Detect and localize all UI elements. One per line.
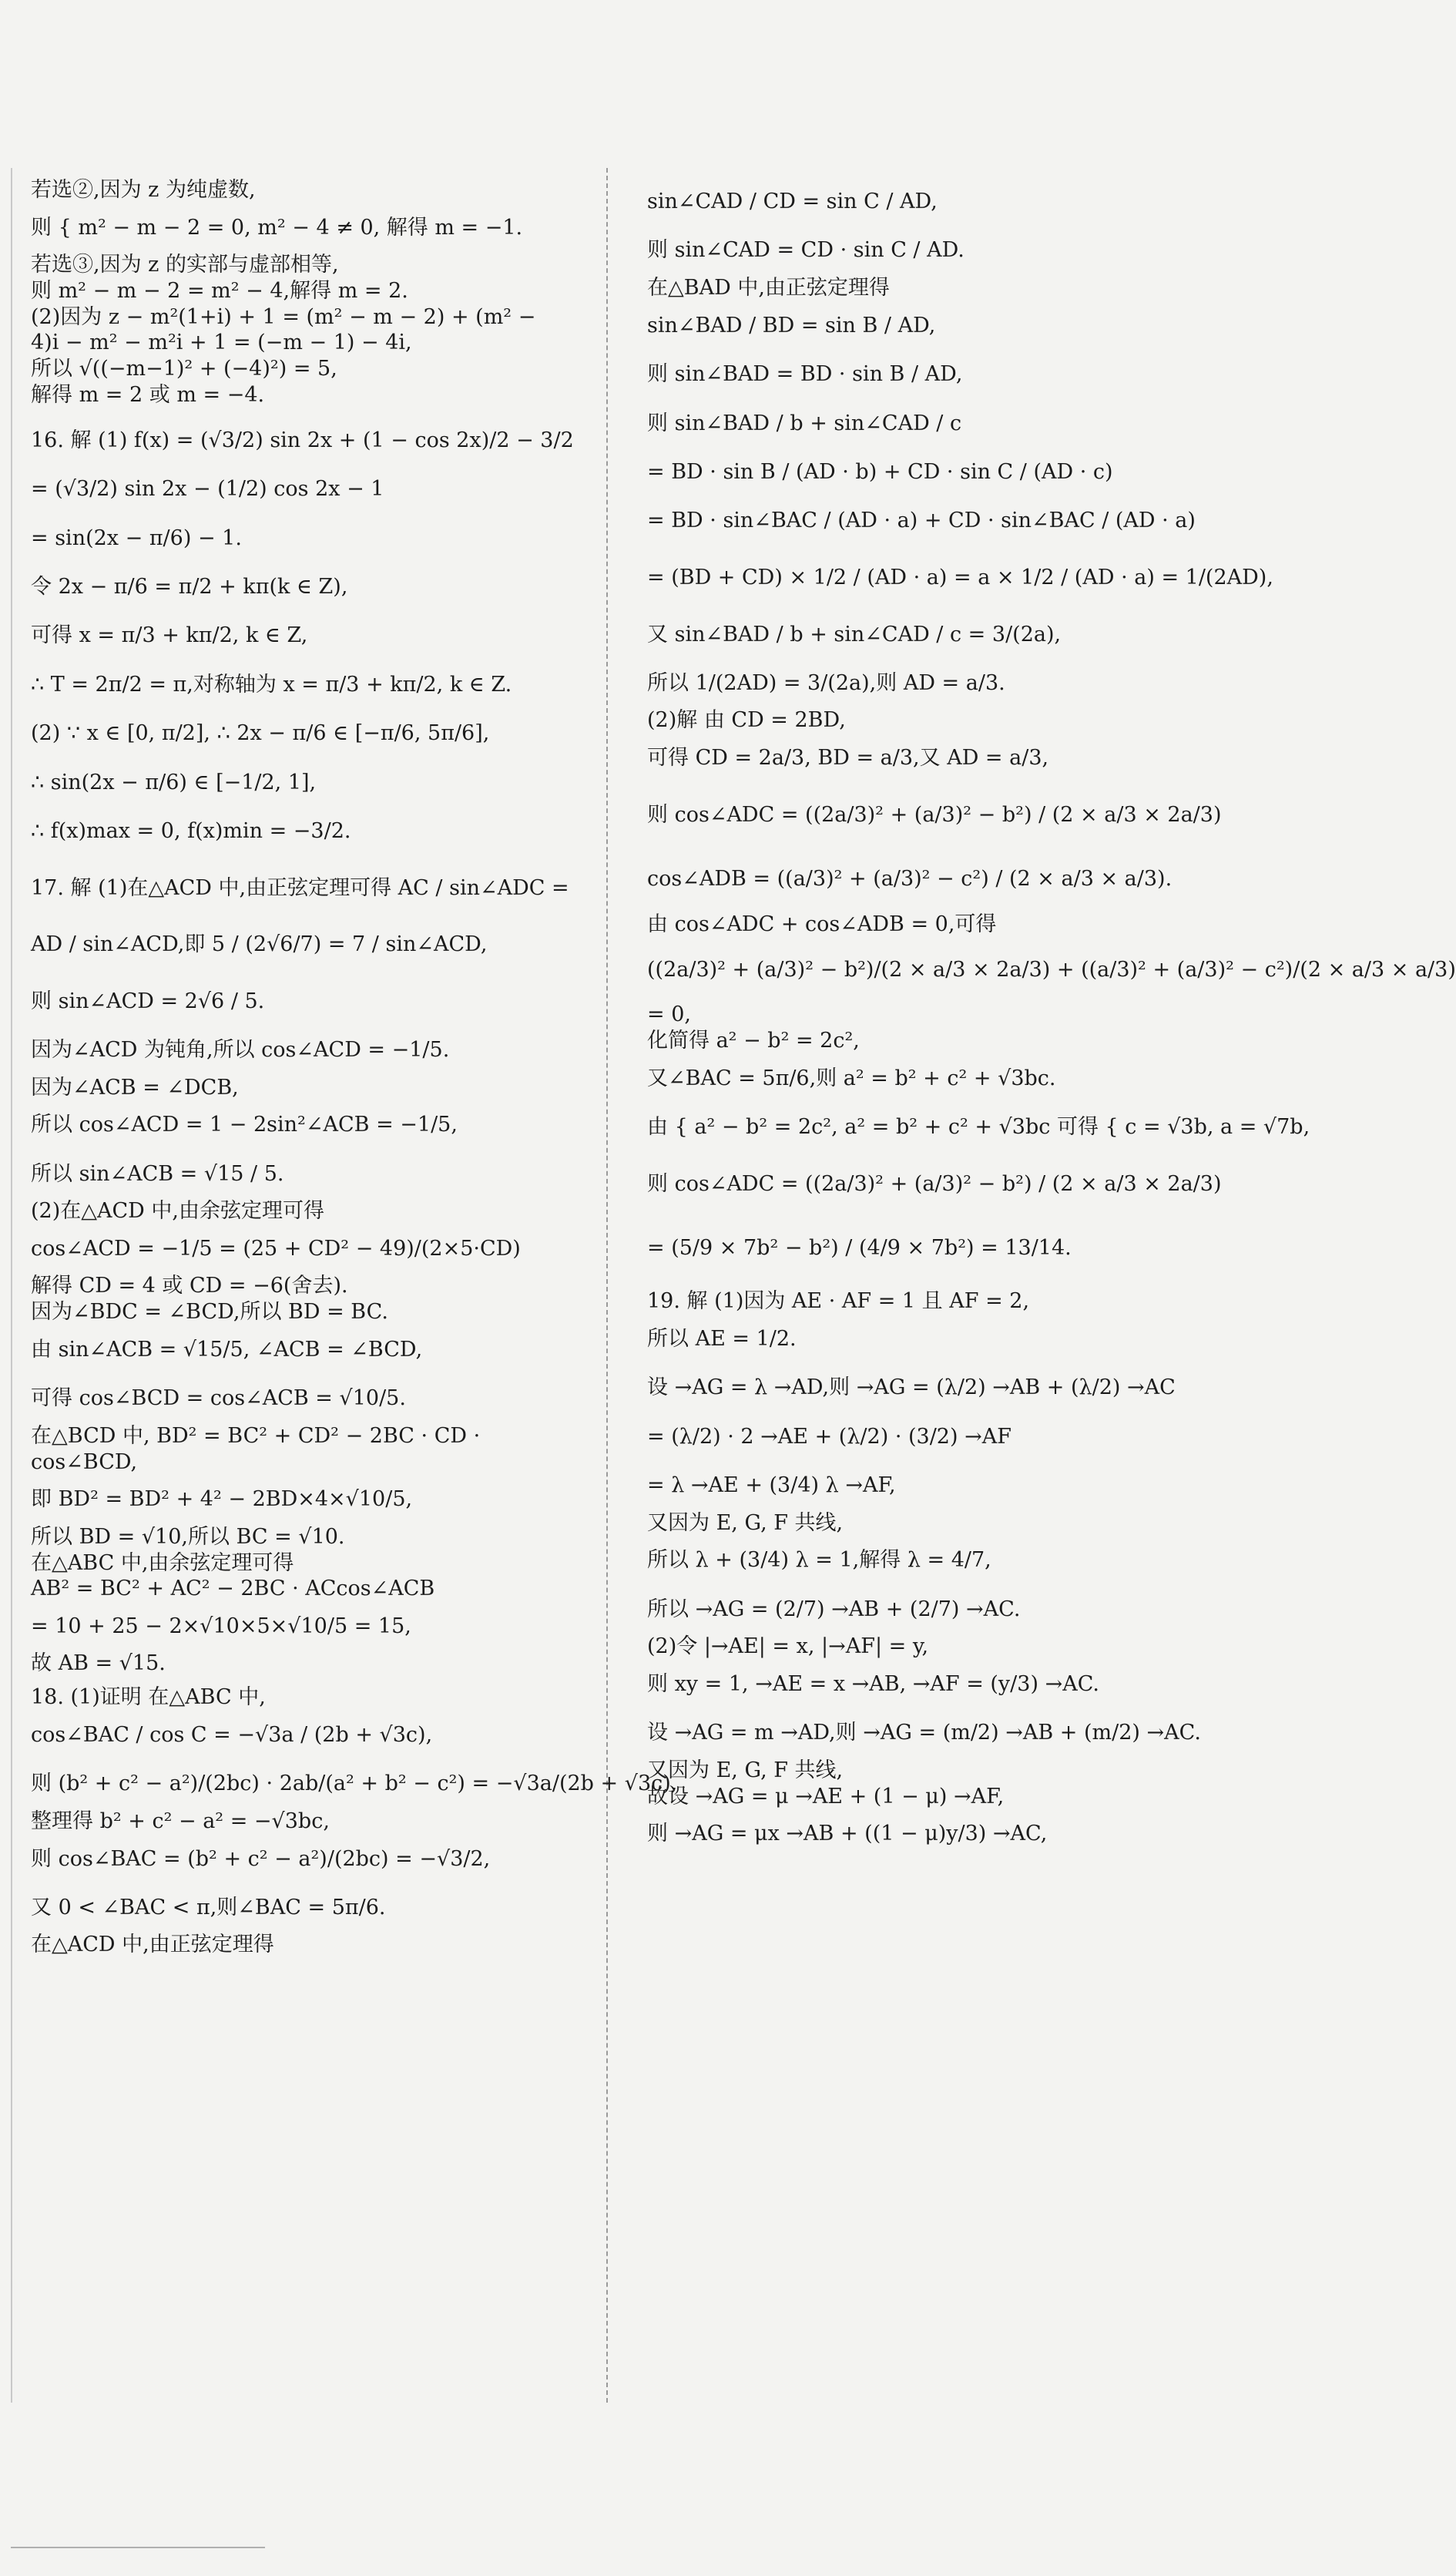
solution-line: (2)令 |→AE| = x, |→AF| = y, xyxy=(647,1634,929,1659)
solution-line: 则 cos∠ADC = ((2a/3)² + (a/3)² − b²) / (2 × a/3 × 2a/3) xyxy=(647,802,1222,827)
solution-line: 在△ACD 中,由正弦定理得 xyxy=(31,1933,274,1957)
solution-line: 可得 CD = 2a/3, BD = a/3,又 AD = a/3, xyxy=(647,746,1049,771)
solution-line: cos∠ADB = ((a/3)² + (a/3)² − c²) / (2 × a/3 × a/3). xyxy=(647,867,1173,892)
solution-line: = 0, xyxy=(647,1003,691,1027)
solution-line: 所以 AE = 1/2. xyxy=(647,1326,797,1351)
solution-line: 由 sin∠ACB = √15/5, ∠ACB = ∠BCD, xyxy=(31,1337,423,1362)
solution-line: 19. 解 (1)因为 AE · AF = 1 且 AF = 2, xyxy=(647,1289,1030,1314)
solution-line: 所以 sin∠ACB = √15 / 5. xyxy=(31,1161,284,1186)
solution-line: 故设 →AG = μ →AE + (1 − μ) →AF, xyxy=(647,1784,1005,1809)
solution-line: 因为∠ACD 为钝角,所以 cos∠ACD = −1/5. xyxy=(31,1038,450,1063)
solution-line: 即 BD² = BD² + 4² − 2BD×4×√10/5, xyxy=(31,1487,413,1512)
solution-line: 若选②,因为 z 为纯虚数, xyxy=(31,178,256,202)
solution-line: 则 cos∠BAC = (b² + c² − a²)/(2bc) = −√3/2, xyxy=(31,1846,491,1871)
solution-line: 所以 1/(2AD) = 3/(2a),则 AD = a/3. xyxy=(647,670,1005,695)
solution-line: 则 sin∠ACD = 2√6 / 5. xyxy=(31,989,265,1013)
solution-line: 18. (1)证明 在△ABC 中, xyxy=(31,1685,266,1710)
solution-line: sin∠CAD / CD = sin C / AD, xyxy=(647,190,938,213)
solution-line: 可得 cos∠BCD = cos∠ACB = √10/5. xyxy=(31,1386,406,1411)
solution-line: 因为∠ACB = ∠DCB, xyxy=(31,1075,239,1100)
solution-line: 在△BAD 中,由正弦定理得 xyxy=(647,275,890,300)
solution-line: 16. 解 (1) f(x) = (√3/2) sin 2x + (1 − cos 2x)/2 − 3/2 xyxy=(31,428,574,452)
solution-line: 整理得 b² + c² − a² = −√3bc, xyxy=(31,1809,330,1833)
left-margin-rule xyxy=(11,168,12,2403)
solution-line: AB² = BC² + AC² − 2BC · ACcos∠ACB xyxy=(31,1577,435,1601)
solution-line: 解得 m = 2 或 m = −4. xyxy=(31,382,265,407)
left-column xyxy=(31,177,678,1958)
solution-line: cos∠BCD, xyxy=(31,1449,138,1474)
solution-line: 故 AB = √15. xyxy=(31,1651,166,1676)
solution-line: 所以 BD = √10,所以 BC = √10. xyxy=(31,1524,345,1549)
solution-line: ∴ T = 2π/2 = π,对称轴为 x = π/3 + kπ/2, k ∈ Z. xyxy=(31,672,512,697)
solution-line: = (5/9 × 7b² − b²) / (4/9 × 7b²) = 13/14. xyxy=(647,1236,1072,1261)
solution-line: 由 { a² − b² = 2c², a² = b² + c² + √3bc 可得 { c = √3b, a = √7b, xyxy=(647,1115,1310,1140)
solution-line: 由 cos∠ADC + cos∠ADB = 0,可得 xyxy=(647,912,997,936)
solution-line: 则 m² − m − 2 = m² − 4,解得 m = 2. xyxy=(31,278,408,303)
solution-line: = 10 + 25 − 2×√10×5×√10/5 = 15, xyxy=(31,1614,411,1638)
solution-line: 则 sin∠BAD / b + sin∠CAD / c xyxy=(647,411,962,435)
solution-line: 则 →AG = μx →AB + ((1 − μ)y/3) →AC, xyxy=(647,1822,1048,1846)
solution-line: = λ →AE + (3/4) λ →AF, xyxy=(647,1473,896,1498)
solution-line: cos∠BAC / cos C = −√3a / (2b + √3c), xyxy=(31,1722,433,1747)
solution-line: 则 { m² − m − 2 = 0, m² − 4 ≠ 0, 解得 m = −1. xyxy=(31,215,523,240)
solution-line: 又因为 E, G, F 共线, xyxy=(647,1510,844,1535)
solution-line: 则 (b² + c² − a²)/(2bc) · 2ab/(a² + b² − c²) = −√3a/(2b + √3c), xyxy=(31,1772,678,1796)
solution-line: 又∠BAC = 5π/6,则 a² = b² + c² + √3bc. xyxy=(647,1066,1056,1090)
solution-line: 则 xy = 1, →AE = x →AB, →AF = (y/3) →AC. xyxy=(647,1672,1099,1696)
column-divider xyxy=(606,168,608,2403)
solution-line: 令 2x − π/6 = π/2 + kπ(k ∈ Z), xyxy=(31,575,348,599)
solution-line: = BD · sin∠BAC / (AD · a) + CD · sin∠BAC / (AD · a) xyxy=(647,509,1196,533)
solution-line: 设 →AG = m →AD,则 →AG = (m/2) →AB + (m/2) →AC. xyxy=(647,1721,1201,1745)
bottom-rule xyxy=(11,2547,265,2548)
solution-line: (2)在△ACD 中,由余弦定理可得 xyxy=(31,1199,324,1224)
solution-line: ∴ sin(2x − π/6) ∈ [−1/2, 1], xyxy=(31,770,317,794)
solution-line: (2) ∵ x ∈ [0, π/2], ∴ 2x − π/6 ∈ [−π/6, 5π/6], xyxy=(31,721,490,746)
solution-line: 设 →AG = λ →AD,则 →AG = (λ/2) →AB + (λ/2) →AC xyxy=(647,1375,1176,1400)
solution-line: 因为∠BDC = ∠BCD,所以 BD = BC. xyxy=(31,1300,388,1325)
solution-line: (2)因为 z − m²(1+i) + 1 = (m² − m − 2) + (m² − xyxy=(31,304,536,329)
solution-line: 所以 λ + (3/4) λ = 1,解得 λ = 4/7, xyxy=(647,1548,991,1573)
solution-line: ((2a/3)² + (a/3)² − b²)/(2 × a/3 × 2a/3) + ((a/3)² + (a/3)² − c²)/(2 × a/3 × a/3) xyxy=(647,957,1456,982)
solution-line: 又 0 < ∠BAC < π,则∠BAC = 5π/6. xyxy=(31,1896,386,1919)
solution-line: 所以 →AG = (2/7) →AB + (2/7) →AC. xyxy=(647,1597,1021,1621)
solution-line: = (λ/2) · 2 →AE + (λ/2) · (3/2) →AF xyxy=(647,1424,1011,1449)
solution-line: sin∠BAD / BD = sin B / AD, xyxy=(647,313,936,338)
solution-line: 解得 CD = 4 或 CD = −6(舍去). xyxy=(31,1274,348,1298)
solution-line: 又因为 E, G, F 共线, xyxy=(647,1758,844,1782)
solution-line: 则 cos∠ADC = ((2a/3)² + (a/3)² − b²) / (2 × a/3 × 2a/3) xyxy=(647,1171,1222,1196)
solution-line: 则 sin∠CAD = CD · sin C / AD. xyxy=(647,238,965,263)
solution-line: = sin(2x − π/6) − 1. xyxy=(31,526,242,550)
solution-line: (2)解 由 CD = 2BD, xyxy=(647,708,846,733)
solution-line: 又 sin∠BAD / b + sin∠CAD / c = 3/(2a), xyxy=(647,622,1062,647)
solution-line: 所以 √((−m−1)² + (−4)²) = 5, xyxy=(31,357,337,381)
solution-line: 在△BCD 中, BD² = BC² + CD² − 2BC · CD · xyxy=(31,1423,481,1448)
solution-line: = (BD + CD) × 1/2 / (AD · a) = a × 1/2 / (AD · a) = 1/(2AD), xyxy=(647,565,1273,589)
solution-line: 4)i − m² − m²i + 1 = (−m − 1) − 4i, xyxy=(31,331,412,355)
solution-line: 若选③,因为 z 的实部与虚部相等, xyxy=(31,253,339,277)
right-column xyxy=(647,177,1456,1859)
solution-line: = (√3/2) sin 2x − (1/2) cos 2x − 1 xyxy=(31,477,384,502)
solution-line: = BD · sin B / (AD · b) + CD · sin C / (AD · c) xyxy=(647,459,1113,484)
solution-line: ∴ f(x)max = 0, f(x)min = −3/2. xyxy=(31,819,351,844)
solution-line: AD / sin∠ACD,即 5 / (2√6/7) = 7 / sin∠ACD, xyxy=(31,932,488,957)
solution-line: 则 sin∠BAD = BD · sin B / AD, xyxy=(647,362,963,387)
solution-line: 化简得 a² − b² = 2c², xyxy=(647,1029,860,1053)
solution-line: 在△ABC 中,由余弦定理可得 xyxy=(31,1550,294,1575)
solution-line: cos∠ACD = −1/5 = (25 + CD² − 49)/(2×5·CD) xyxy=(31,1237,521,1261)
solution-line: 17. 解 (1)在△ACD 中,由正弦定理可得 AC / sin∠ADC = xyxy=(31,875,569,900)
solution-line: 可得 x = π/3 + kπ/2, k ∈ Z, xyxy=(31,623,308,648)
solution-line: 所以 cos∠ACD = 1 − 2sin²∠ACB = −1/5, xyxy=(31,1113,458,1137)
